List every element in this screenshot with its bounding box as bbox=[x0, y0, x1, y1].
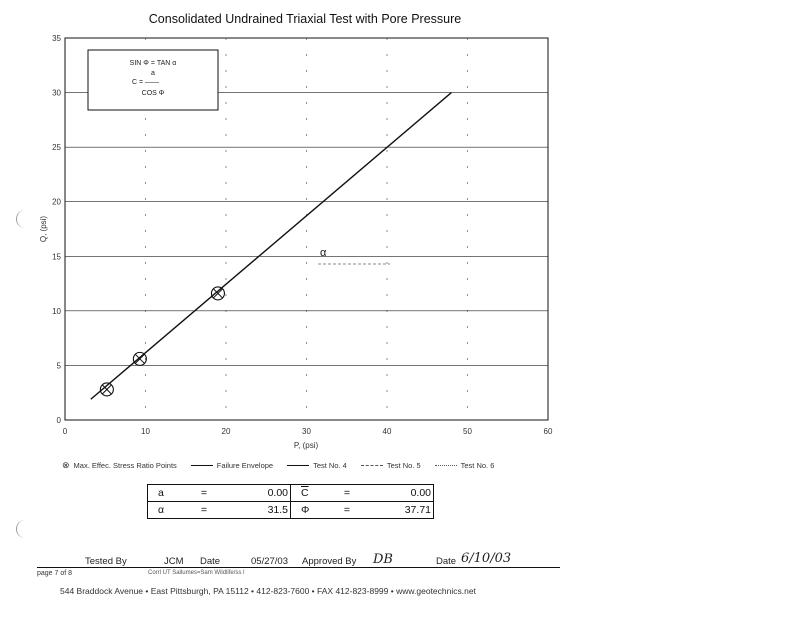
legend-item-test4 bbox=[287, 461, 347, 470]
date2-signature: 6/10/03 bbox=[461, 551, 512, 566]
y-axis-label: Q, (psi) bbox=[39, 215, 48, 243]
a-value: 0.00 bbox=[267, 487, 288, 499]
legend bbox=[62, 460, 562, 471]
file-reference: Corrl UT Sallumes=Sam Wildlife/ss l bbox=[148, 570, 245, 576]
binder-hole-top bbox=[16, 210, 27, 228]
y-tick-label: 10 bbox=[52, 306, 61, 316]
chart-title: Consolidated Undrained Triaxial Test with Pore Pressure bbox=[148, 12, 462, 26]
a-symbol: a bbox=[158, 487, 164, 499]
alpha-annotation: α bbox=[320, 247, 327, 259]
tested-by-label: Tested By bbox=[85, 556, 127, 567]
company-address: 544 Braddock Avenue • East Pittsburgh, PA 15112 • 412-823-7600 • FAX 412-823-8999 • www.geotechnics.net bbox=[60, 586, 476, 596]
y-tick-label: 20 bbox=[52, 197, 61, 207]
line-icon bbox=[287, 465, 309, 466]
stress-ratio-point bbox=[211, 287, 224, 300]
footer-divider bbox=[37, 567, 560, 568]
formula-box bbox=[88, 50, 218, 110]
formula-line-1: SIN Φ = TAN α bbox=[129, 60, 177, 67]
y-tick-label: 15 bbox=[52, 252, 61, 262]
approved-by-signature: DB bbox=[373, 552, 393, 567]
legend-item-test5 bbox=[361, 461, 421, 470]
legend-item-envelope bbox=[191, 461, 273, 470]
legend-label-envelope: Failure Envelope bbox=[216, 461, 274, 470]
crossed-circle-icon: ⊗ bbox=[62, 460, 70, 470]
approved-by-label: Approved By bbox=[302, 556, 357, 567]
formula-line-2: a bbox=[151, 70, 155, 77]
legend-item-test6 bbox=[435, 461, 495, 470]
y-tick-label: 30 bbox=[52, 88, 61, 98]
legend-label-test5: Test No. 5 bbox=[386, 461, 421, 470]
x-tick-label: 50 bbox=[463, 427, 472, 436]
x-tick-label: 40 bbox=[382, 427, 392, 436]
alpha-equals: = bbox=[200, 504, 208, 516]
alpha-symbol: α bbox=[158, 504, 165, 516]
dotted-line-icon bbox=[435, 465, 457, 466]
dashed-line-icon bbox=[361, 465, 383, 466]
y-tick-label: 5 bbox=[56, 361, 61, 371]
legend-item-points bbox=[62, 460, 177, 471]
date2-label: Date bbox=[436, 556, 457, 567]
x-tick-label: 60 bbox=[543, 427, 553, 436]
y-ticks bbox=[52, 34, 61, 425]
x-tick-label: 30 bbox=[302, 427, 311, 436]
legend-label-points: Max. Effec. Stress Ratio Points bbox=[73, 461, 177, 470]
c-equals: = bbox=[343, 487, 351, 499]
a-equals: = bbox=[200, 487, 208, 499]
stress-ratio-points bbox=[100, 287, 224, 396]
formula-line-4: COS Φ bbox=[141, 90, 165, 97]
date-value: 05/27/03 bbox=[251, 556, 288, 567]
date-label: Date bbox=[200, 556, 221, 567]
phi-value: 37.71 bbox=[404, 504, 431, 516]
tested-by-value: JCM bbox=[164, 556, 184, 567]
legend-label-test4: Test No. 4 bbox=[313, 461, 347, 470]
formula-line-3: C = —— bbox=[132, 79, 160, 86]
phi-symbol: Φ bbox=[301, 504, 310, 516]
x-axis-label: P, (psi) bbox=[293, 441, 319, 450]
x-tick-label: 10 bbox=[141, 427, 150, 436]
y-tick-label: 0 bbox=[56, 416, 61, 425]
legend-label-test6: Test No. 6 bbox=[460, 461, 495, 470]
x-tick-label: 20 bbox=[221, 427, 231, 436]
phi-equals: = bbox=[343, 504, 351, 516]
solid-line-icon bbox=[191, 465, 213, 466]
stress-ratio-point bbox=[133, 352, 146, 365]
y-tick-label: 25 bbox=[52, 143, 61, 153]
y-tick-label: 35 bbox=[52, 34, 61, 43]
failure-envelope-line bbox=[91, 93, 452, 400]
x-tick-label: 0 bbox=[62, 427, 68, 436]
binder-hole-bottom bbox=[16, 520, 27, 538]
results-table bbox=[147, 484, 434, 519]
alpha-value: 31.5 bbox=[267, 504, 288, 516]
page-number: page 7 of 8 bbox=[37, 570, 73, 577]
x-ticks bbox=[63, 427, 553, 436]
c-value: 0.00 bbox=[410, 487, 431, 499]
c-symbol: $\overline{C}$ bbox=[301, 487, 309, 499]
